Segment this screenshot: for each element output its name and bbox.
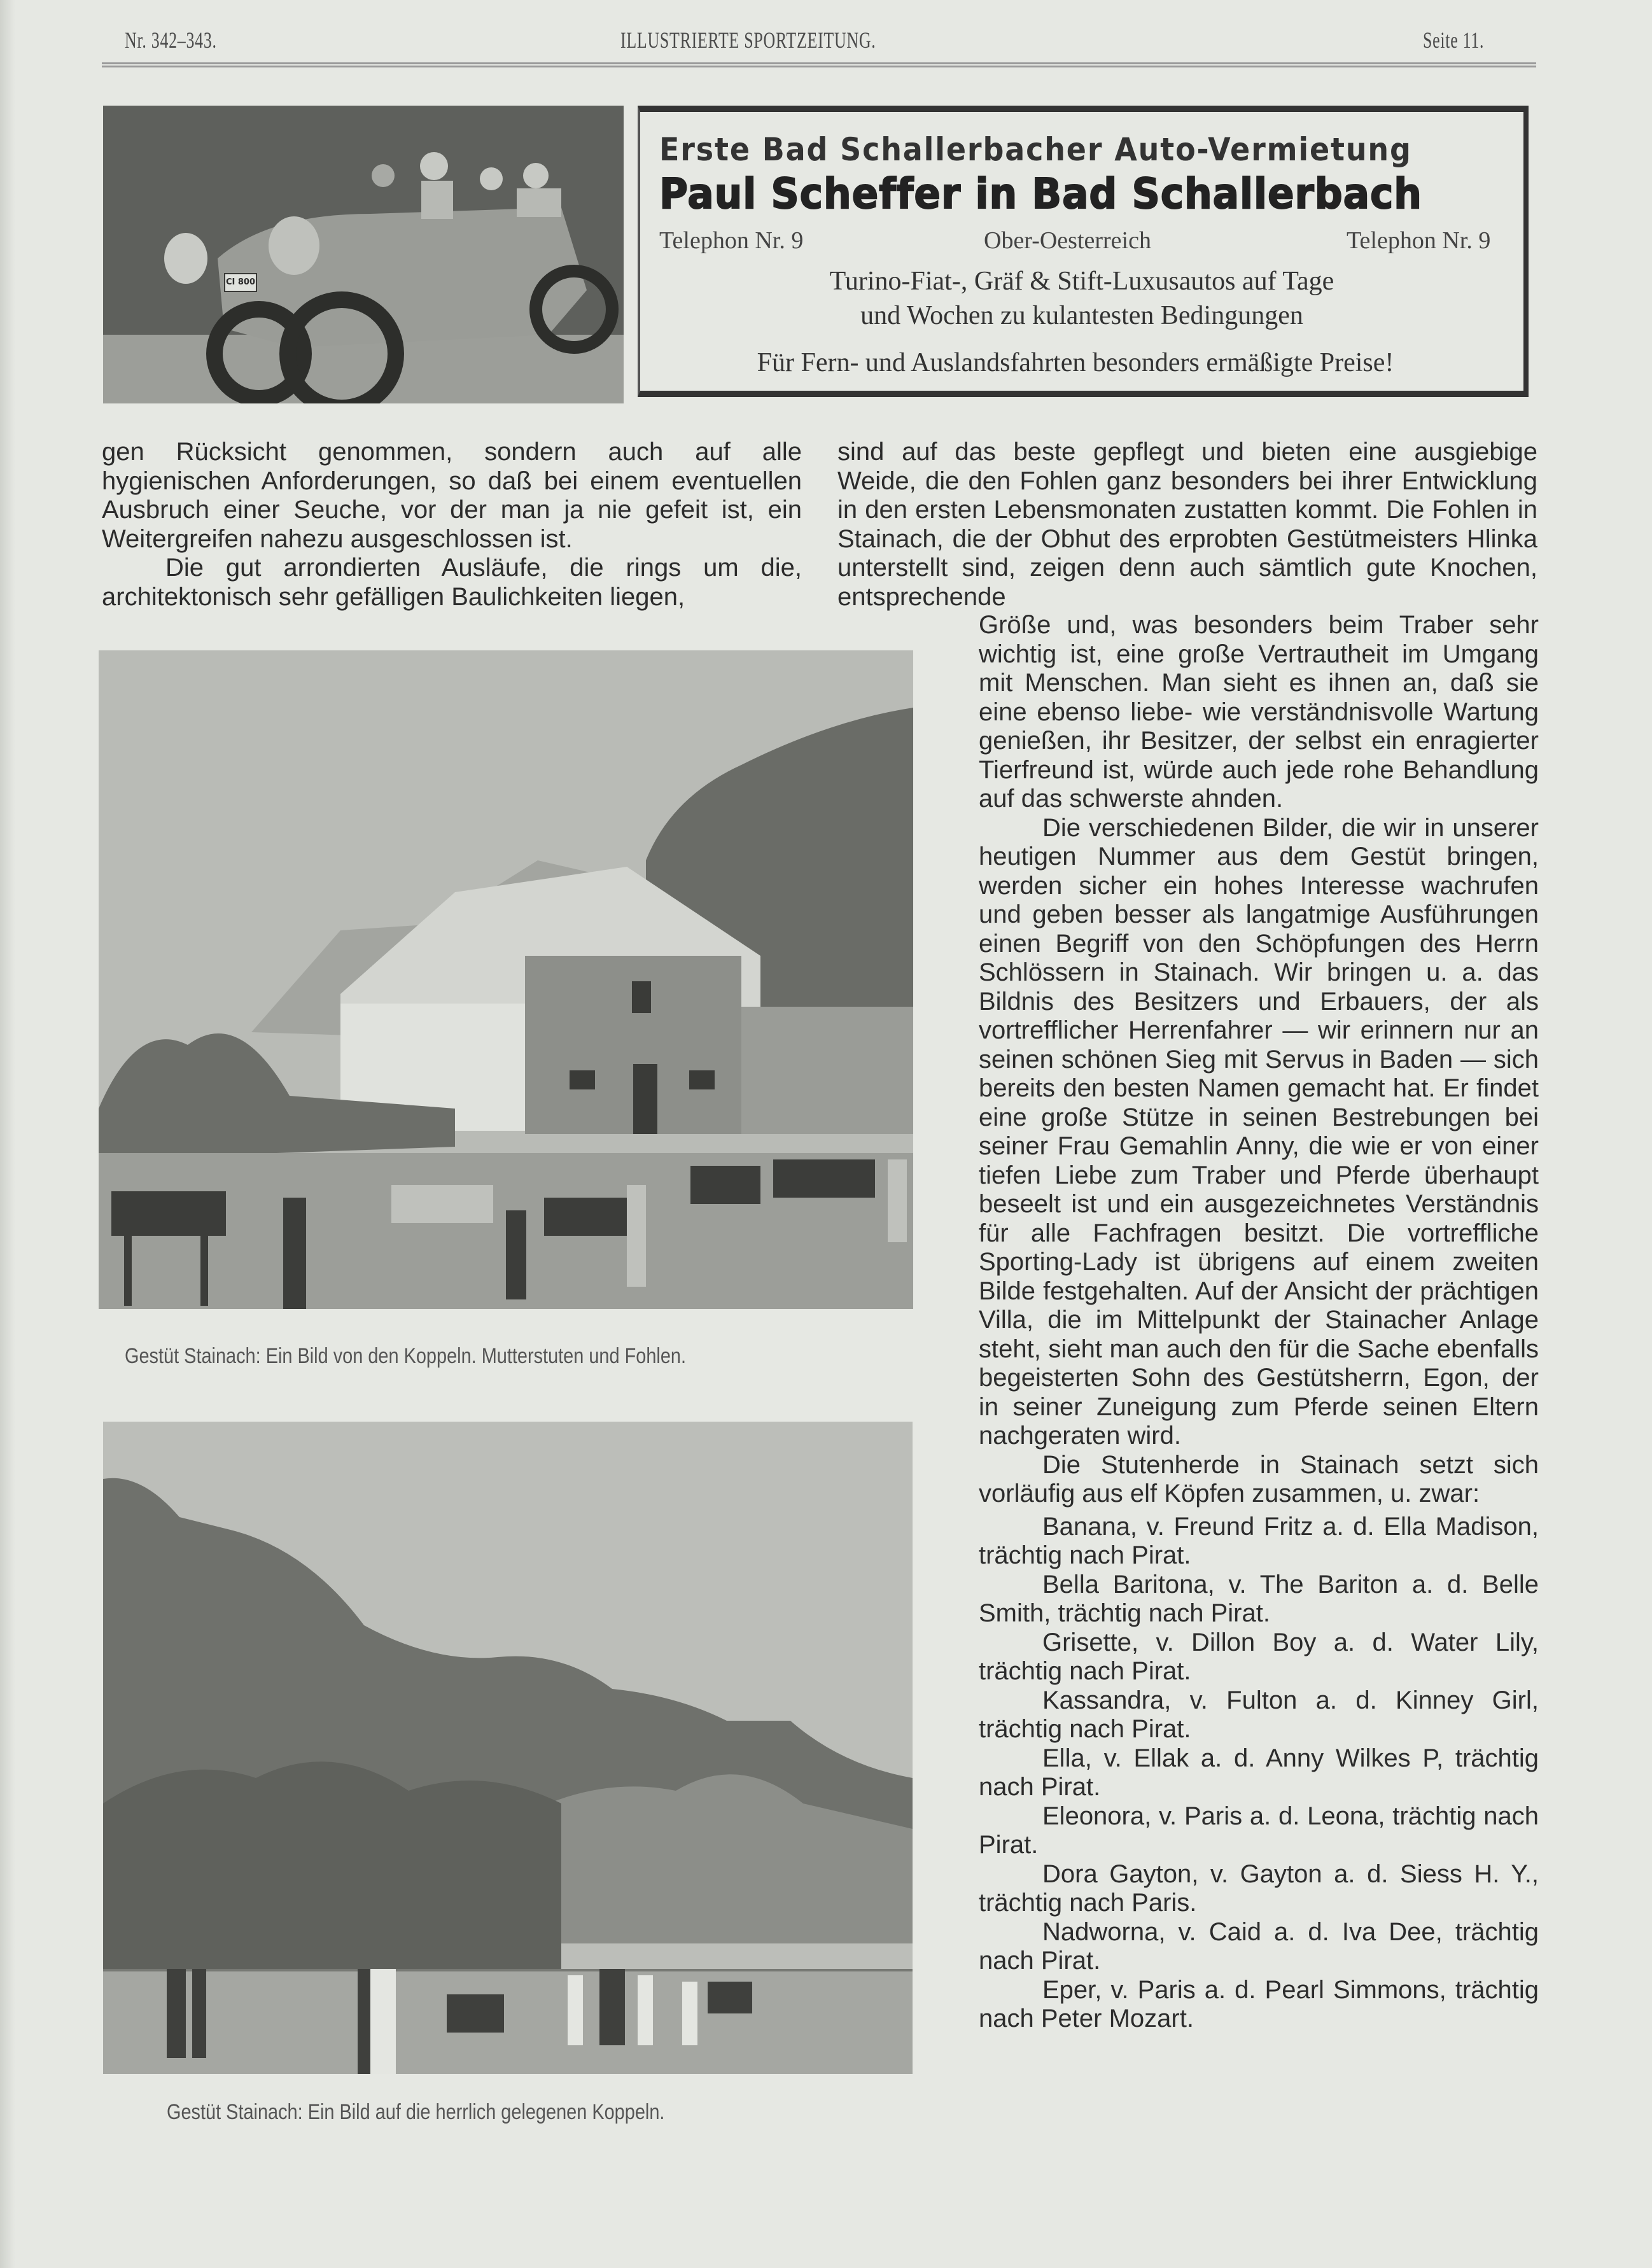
mare-entry: Nadworna, v. Caid a. d. Iva Dee, trächtig nach Pirat. — [979, 1917, 1539, 1975]
mare-entry: Eper, v. Paris a. d. Pearl Simmons, trächtig nach Peter Mozart. — [979, 1975, 1539, 2033]
ad-region: Ober-Oesterreich — [984, 227, 1151, 254]
advertisement-box — [638, 106, 1529, 397]
ad-offer-line-3: Für Fern- und Auslandsfahrten besonders ermäßigte Preise! — [757, 348, 1394, 377]
photo-caption-2: Gestüt Stainach: Ein Bild auf die herrlich gelegenen Koppeln. — [167, 2100, 665, 2124]
paddock-photo — [103, 1422, 913, 2074]
ad-company-name: Paul Scheffer in Bad Schallerbach — [659, 169, 1422, 218]
right-column-main-text — [979, 611, 1539, 2034]
ad-title: Erste Bad Schallerbacher Auto-Vermietung — [659, 131, 1412, 168]
ad-offer-line-2: und Wochen zu kulantesten Bedingungen — [860, 301, 1303, 330]
paragraph: gen Rücksicht genommen, sondern auch auf alle hygienischen Anforderungen, so daß bei einem eventuellen Ausbruch einer Seuche, vor der man ja nie gefeit ist, ein Weitergreifen nahezu ausgeschlossen ist. — [102, 438, 802, 553]
page-number: Seite 11. — [1423, 27, 1485, 53]
paragraph: Die Stutenherde in Stainach setzt sich vorläufig aus elf Köpfen zusammen, u. zwar: — [979, 1450, 1539, 1508]
photo-caption-1: Gestüt Stainach: Ein Bild von den Koppeln. Mutterstuten und Fohlen. — [125, 1344, 687, 1368]
mare-entry: Grisette, v. Dillon Boy a. d. Water Lily, trächtig nach Pirat. — [979, 1628, 1539, 1685]
mare-entry: Dora Gayton, v. Gayton a. d. Siess H. Y., trächtig nach Paris. — [979, 1859, 1539, 1917]
mare-entry: Ella, v. Ellak a. d. Anny Wilkes P, trächtig nach Pirat. — [979, 1744, 1539, 1801]
page-edge — [0, 0, 15, 2268]
mare-entry: Kassandra, v. Fulton a. d. Kinney Girl, trächtig nach Pirat. — [979, 1686, 1539, 1743]
header-rule — [102, 62, 1536, 67]
left-column-text — [102, 438, 802, 612]
mare-entry: Eleonora, v. Paris a. d. Leona, trächtig nach Pirat. — [979, 1802, 1539, 1859]
mare-entry: Banana, v. Freund Fritz a. d. Ella Madison, trächtig nach Pirat. — [979, 1512, 1539, 1569]
paragraph: Die gut arrondierten Ausläufe, die rings um die, architektonisch sehr gefälligen Baulichkeiten liegen, — [102, 554, 802, 611]
right-column-top-text — [837, 438, 1537, 612]
issue-number: Nr. 342–343. — [125, 27, 217, 53]
ad-telephone-left: Telephon Nr. 9 — [659, 227, 804, 254]
mare-entry: Bella Baritona, v. The Bariton a. d. Belle Smith, trächtig nach Pirat. — [979, 1570, 1539, 1627]
stud-farm-photo — [99, 650, 913, 1309]
paragraph: sind auf das beste gepflegt und bieten eine ausgiebige Weide, die den Fohlen ganz besonders bei ihrer Entwicklung in den ersten Lebensmonaten zustatten kommt. Die Fohlen in Stainach, die der Obhut des erprobten Gestütmeisters Hlinka unterstellt sind, zeigen denn auch sämtlich gute Knochen, entsprechende — [837, 438, 1537, 611]
paragraph: Die verschiedenen Bilder, die wir in unserer heutigen Nummer aus dem Gestüt bringen, werden sicher ein hohes Interesse wachrufen und geben besser als langatmige Ausführungen einen Begriff von den Schöpfungen des Herrn Schlössern in Stainach. Wir bringen u. a. das Bildnis des Besitzers und Erbauers, der als vortrefflicher Herrenfahrer — wir erinnern nur an seinen schönen Sieg mit Servus in Baden — sich bereits den besten Namen gemacht hat. Er findet eine große Stütze in seinen Bestrebungen bei seiner Frau Gemahlin Anny, die wie er von einer tiefen Liebe zum Traber und Pferde überhaupt beseelt ist und ein ausgezeichnetes Verständnis für alle Fachfragen besitzt. Die vortreffliche Sporting-Lady ist übrigens auf einem zweiten Bilde festgehalten. Auf der Ansicht der prächtigen Villa, die im Mittelpunkt der Stainacher Anlage steht, sieht man auch den für die Sache ebenfalls begeisterten Sohn des Gestütsherrn, Egon, der in seiner Zuneigung zum Pferde seinen Eltern nachgeraten wird. — [979, 813, 1539, 1450]
ad-offer-line-1: Turino-Fiat-, Gräf & Stift-Luxusautos auf Tage — [829, 267, 1334, 296]
license-plate: CI 800 — [224, 273, 257, 292]
car-photo — [103, 106, 624, 403]
ad-telephone-right: Telephon Nr. 9 — [1347, 227, 1491, 254]
paragraph: Größe und, was besonders beim Traber sehr wichtig ist, eine große Vertrautheit im Umgang mit Menschen. Man sieht es ihnen an, daß sie eine ebenso liebe- wie verständnisvolle Wartung genießen, ihr Besitzer, der selbst ein enragierter Tierfreund ist, würde auch jede rohe Behandlung auf das schwerste ahnden. — [979, 611, 1539, 813]
publication-title: ILLUSTRIERTE SPORTZEITUNG. — [620, 27, 876, 53]
